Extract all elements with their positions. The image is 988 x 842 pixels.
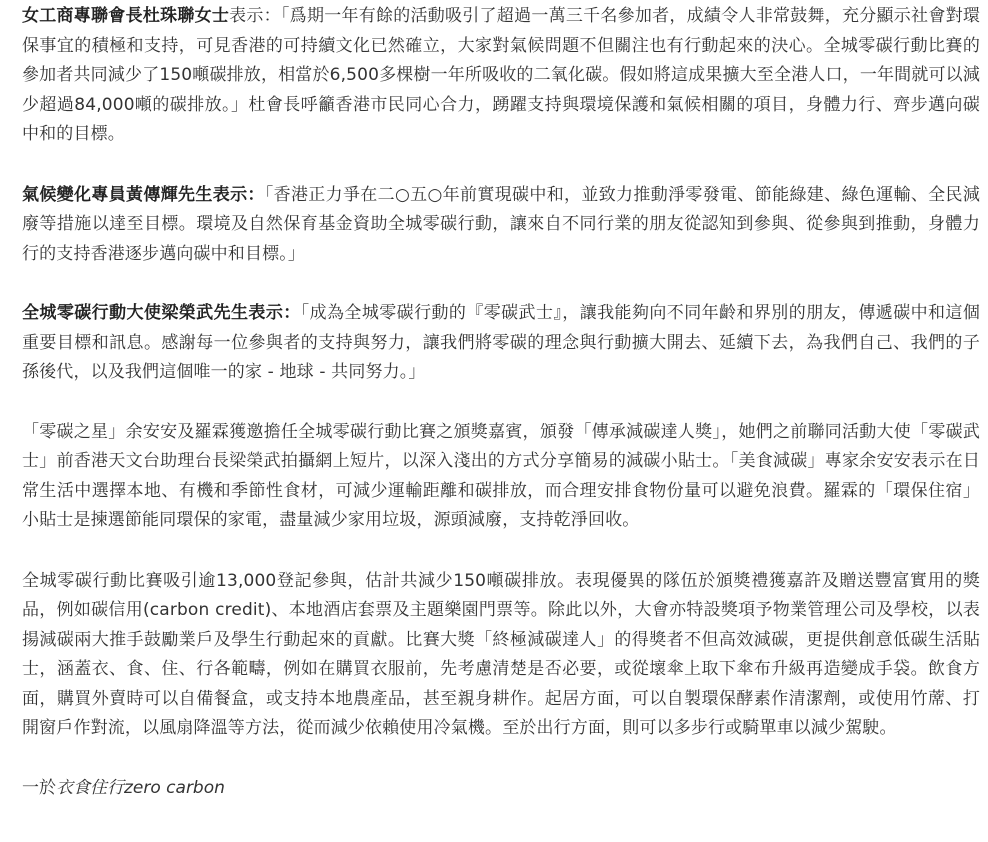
paragraph-ambassador-quote (22, 299, 980, 388)
speaker-name: 氣候變化專員黃傳輝先生表示： (22, 184, 265, 205)
section-subheading (22, 774, 980, 804)
paragraph-text: 表示：「爲期一年有餘的活動吸引了超過一萬三千名參加者，成績令人非常鼓舞，充分顯示社會對環保事宜的積極和支持，可見香港的可持續文化已然確立，大家對氣候問題不但關注也有行動起來的決心。全城零碳行動比賽的參加者共同減少了150噸碳排放，相當於6,500多棵樹一年所吸收的二氧化碳。假如將這成果擴大至全港人口，一年間就可以減少超過84,000噸的碳排放。」杜會長呼籲香港市民同心合力，踴躍支持與環境保護和氣候相關的項目，身體力行、齊步邁向碳中和的目標。 (22, 6, 980, 144)
speaker-name: 全城零碳行動大使梁榮武先生表示： (22, 303, 301, 323)
subheading-prefix: 一於 (22, 777, 56, 798)
paragraph-competition-results (22, 567, 980, 744)
paragraph-text: 「香港正力爭在二○五○年前實現碳中和，並致力推動淨零發電、節能綠建、綠色運輸、全民減廢等措施以達至目標。環境及自然保育基金資助全城零碳行動，讓來自不同行業的朋友從認知到參與、從參與到推動，身體力行的支持香港逐步邁向碳中和目標。」 (22, 184, 980, 264)
paragraph-text: 全城零碳行動比賽吸引逾13,000登記參與，估計共減少150噸碳排放。表現優異的隊伍於頒獎禮獲嘉許及贈送豐富實用的獎品，例如碳信用(carbon credit)、本地酒店套票及主題樂園門票等。除此以外，大會亦特設獎項予物業管理公司及學校，以表揚減碳兩大推手鼓勵業戶及學生行動起來的貢獻。比賽大獎「終極減碳達人」的得獎者不但高效減碳，更提供創意低碳生活貼士，涵蓋衣、食、住、行各範疇，例如在購買衣服前，先考慮清楚是否必要，或從壞傘上取下傘布升級再造變成手袋。飲食方面，購買外賣時可以自備餐盒，或支持本地農產品，甚至親身耕作。起居方面，可以自製環保酵素作清潔劑，或使用竹蓆、打開窗戶作對流，以風扇降溫等方法，從而減少依賴使用冷氣機。至於出行方面，則可以多步行或騎單車以減少駕駛。 (22, 570, 980, 738)
paragraph-chairperson-quote (22, 2, 980, 150)
paragraph-text: 「成為全城零碳行動的『零碳武士』，讓我能夠向不同年齡和界別的朋友，傳遞碳中和這個重要目標和訊息。感謝每一位參與者的支持與努力，讓我們將零碳的理念與行動擴大開去、延續下去，為我們自己、我們的子孫後代，以及我們這個唯一的家 - 地球 - 共同努力。」 (22, 303, 981, 382)
article-body (0, 2, 988, 803)
speaker-name: 女工商專聯會長杜珠聯女士 (22, 6, 230, 26)
paragraph-text: 「零碳之星」余安安及羅霖獲邀擔任全城零碳行動比賽之頒獎嘉賓，頒發「傳承減碳達人獎」，她們之前聯同活動大使「零碳武士」前香港天文台助理台長梁榮武拍攝網上短片，以深入淺出的方式分享簡易的減碳小貼士。「美食減碳」專家余安安表示在日常生活中選擇本地、有機和季節性食材，可減少運輸距離和碳排放，而合理安排食物份量可以避免浪費。羅霖的「環保住宿」小貼士是揀選節能同環保的家電，盡量減少家用垃圾，源頭減廢，支持乾淨回收。 (22, 421, 980, 530)
subheading-italic: 衣食住行zero carbon (56, 777, 225, 798)
paragraph-award-guests (22, 418, 980, 536)
paragraph-climate-commissioner-quote (22, 181, 980, 270)
